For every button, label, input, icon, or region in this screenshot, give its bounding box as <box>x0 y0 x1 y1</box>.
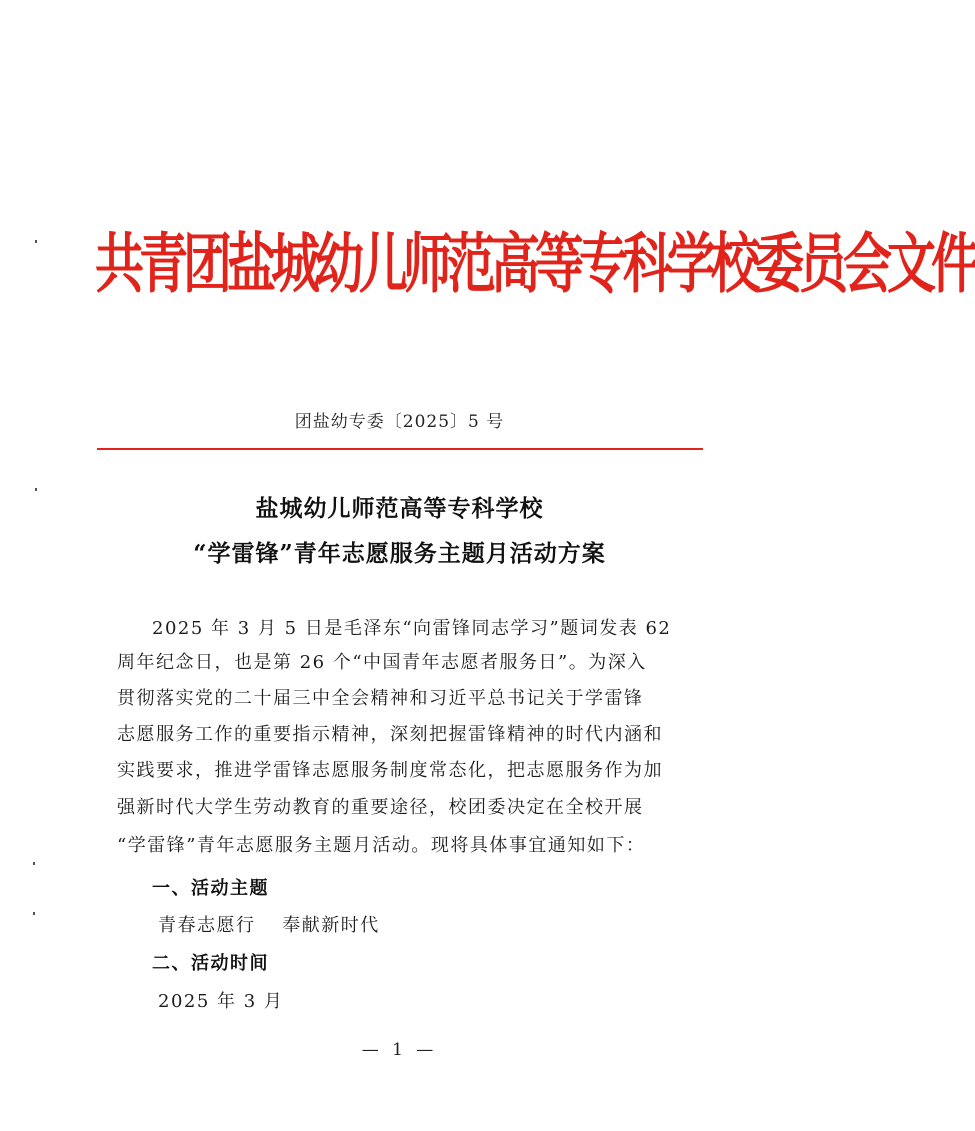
document-number: 团盐幼专委〔2025〕5 号 <box>294 412 505 432</box>
section-content-theme: 青春志愿行 奉献新时代 <box>158 915 380 936</box>
scan-speck <box>35 240 37 243</box>
scan-speck <box>33 862 35 865</box>
red-header-title: 共青团盐城幼儿师范高等专科学校委员会文件 <box>95 226 975 302</box>
section-heading-time: 二、活动时间 <box>152 953 269 974</box>
body-line-7: “学雷锋”青年志愿服务主题月活动。现将具体事宜通知如下： <box>117 835 646 856</box>
body-line-5: 实践要求，推进学雷锋志愿服务制度常态化，把志愿服务作为加 <box>117 760 663 781</box>
body-line-2: 周年纪念日，也是第 26 个“中国青年志愿者服务日”。为深入 <box>117 652 647 673</box>
document-title-line-2: “学雷锋”青年志愿服务主题月活动方案 <box>193 540 606 567</box>
body-line-3: 贯彻落实党的二十届三中全会精神和习近平总书记关于学雷锋 <box>117 688 644 709</box>
document-title-line-1: 盐城幼儿师范高等专科学校 <box>255 495 544 522</box>
section-heading-theme: 一、活动主题 <box>152 878 269 899</box>
body-line-6: 强新时代大学生劳动教育的重要途径，校团委决定在全校开展 <box>117 797 644 818</box>
section-content-time: 2025 年 3 月 <box>158 991 284 1012</box>
body-line-1: 2025 年 3 月 5 日是毛泽东“向雷锋同志学习”题词发表 62 <box>152 618 672 639</box>
red-divider-line <box>97 448 703 450</box>
body-line-4: 志愿服务工作的重要指示精神，深刻把握雷锋精神的时代内涵和 <box>117 724 663 745</box>
scan-speck <box>35 488 37 491</box>
scan-speck <box>33 912 35 915</box>
page-number: — 1 — <box>361 1040 438 1060</box>
